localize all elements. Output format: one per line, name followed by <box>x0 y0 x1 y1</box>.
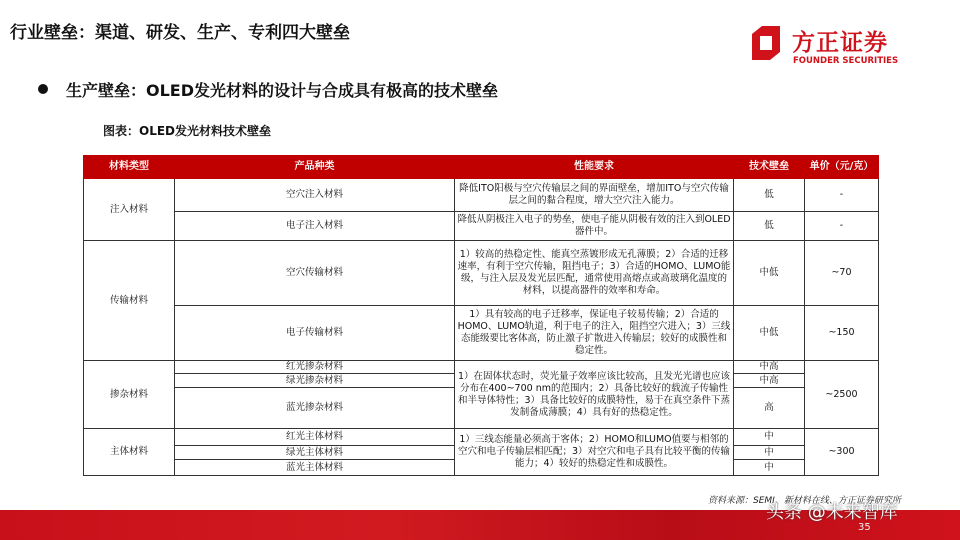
price-cell: - <box>805 212 879 241</box>
perf-cell: 1）在固体状态时，荧光量子效率应该比较高，且发光光谱也应该分布在400~700 nm的范围内；2）具备比较好的载流子传输性和半导体特性；3）具备比较好的成膜特性，易于在真空条件下蒸发制备成薄膜；4）具有好的热稳定性。 <box>455 361 734 429</box>
price-cell: ~150 <box>805 306 879 361</box>
page-number: 35 <box>858 522 871 533</box>
type-cell: 传输材料 <box>84 241 175 361</box>
price-cell: ~70 <box>805 241 879 306</box>
perf-cell: 1）较高的热稳定性、能真空蒸镀形成无孔薄膜；2）合适的迁移速率，有利于空穴传输，阻挡电子；3）合适的HOMO、LUMO能级，与注入层及发光层匹配，通常使用高熔点或高玻璃化温度的材料，以提高器件的效率和寿命。 <box>455 241 734 306</box>
oled-barrier-table <box>83 155 879 476</box>
bullet-icon <box>38 84 48 94</box>
table-caption: 图表：OLED发光材料技术壁垒 <box>103 124 272 138</box>
table-row <box>84 429 879 446</box>
logo-mark-icon <box>752 26 780 60</box>
watermark: 头条 @未来智库 <box>766 502 898 523</box>
barrier-cell: 中低 <box>734 241 805 306</box>
barrier-cell: 中 <box>734 429 805 446</box>
barrier-cell: 低 <box>734 179 805 212</box>
table-row <box>84 179 879 212</box>
logo-text-cn: 方正证券 <box>792 30 888 56</box>
table-row <box>84 306 879 361</box>
product-cell: 绿光主体材料 <box>175 446 455 460</box>
slide-title: 行业壁垒：渠道、研发、生产、专利四大壁垒 <box>10 23 350 43</box>
type-cell: 主体材料 <box>84 429 175 476</box>
founder-securities-logo <box>752 22 917 67</box>
price-cell: - <box>805 179 879 212</box>
perf-cell: 降低从阴极注入电子的势垒，使电子能从阴极有效的注入到OLED器件中。 <box>455 212 734 241</box>
header-cell: 技术壁垒 <box>734 156 805 179</box>
table-row <box>84 361 879 374</box>
barrier-cell: 中高 <box>734 361 805 374</box>
price-cell: ~300 <box>805 429 879 476</box>
source-note: 资料来源：SEMI、新材料在线、方正证券研究所 <box>708 496 901 506</box>
header-cell: 产品种类 <box>175 156 455 179</box>
barrier-cell: 高 <box>734 388 805 429</box>
product-cell: 电子注入材料 <box>175 212 455 241</box>
barrier-cell: 低 <box>734 212 805 241</box>
perf-cell: 1）具有较高的电子迁移率，保证电子较易传输；2）合适的HOMO、LUMO轨道，利于电子的注入，阻挡空穴进入；3）三线态能级要比客体高，防止激子扩散进入传输层；较好的成膜性和稳定性。 <box>455 306 734 361</box>
header-cell: 材料类型 <box>84 156 175 179</box>
barrier-cell: 中高 <box>734 374 805 388</box>
product-cell: 空穴传输材料 <box>175 241 455 306</box>
table-header-row <box>84 156 879 179</box>
type-cell: 注入材料 <box>84 179 175 241</box>
logo-text-en: FOUNDER SECURITIES <box>793 56 899 66</box>
product-cell: 绿光掺杂材料 <box>175 374 455 388</box>
product-cell: 空穴注入材料 <box>175 179 455 212</box>
type-cell: 掺杂材料 <box>84 361 175 429</box>
perf-cell: 降低ITO阳极与空穴传输层之间的界面壁垒，增加ITO与空穴传输层之间的黏合程度，增大空穴注入能力。 <box>455 179 734 212</box>
product-cell: 蓝光掺杂材料 <box>175 388 455 429</box>
subtitle: 生产壁垒：OLED发光材料的设计与合成具有极高的技术壁垒 <box>66 81 499 100</box>
header-cell: 单价（元/克） <box>805 156 879 179</box>
perf-cell: 1）三线态能量必须高于客体；2）HOMO和LUMO值要与相邻的空穴和电子传输层相匹配；3）对空穴和电子具有比较平衡的传输能力；4）较好的热稳定性和成膜性。 <box>455 429 734 476</box>
product-cell: 红光主体材料 <box>175 429 455 446</box>
table-row <box>84 241 879 306</box>
price-cell: ~2500 <box>805 361 879 429</box>
barrier-cell: 中低 <box>734 306 805 361</box>
product-cell: 蓝光主体材料 <box>175 460 455 476</box>
barrier-cell: 中 <box>734 446 805 460</box>
product-cell: 红光掺杂材料 <box>175 361 455 374</box>
table-row <box>84 212 879 241</box>
barrier-cell: 中 <box>734 460 805 476</box>
product-cell: 电子传输材料 <box>175 306 455 361</box>
header-cell: 性能要求 <box>455 156 734 179</box>
